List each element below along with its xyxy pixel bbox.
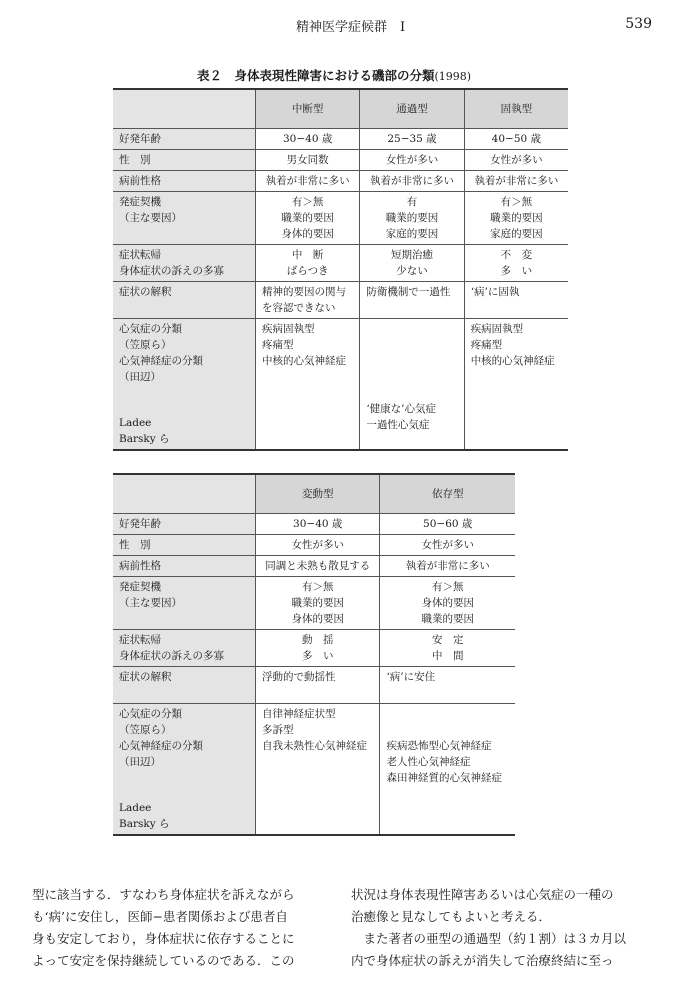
cell-line: 中 断 xyxy=(291,249,324,261)
row-label-line: 身体症状の訴えの多寡 xyxy=(119,265,224,277)
corner-cell xyxy=(113,89,256,129)
cell-line: 職業的要因 xyxy=(385,212,439,224)
table-header-row xyxy=(113,474,515,514)
running-title: 精神医学症候群 I xyxy=(296,20,406,35)
col-header: 通過型 xyxy=(360,89,464,129)
cell-line: 有＞無 xyxy=(500,196,533,208)
table-cell: 浮動的で動揺性 xyxy=(256,667,380,704)
cell-line: 多 い xyxy=(301,650,334,662)
table-cell: ‘病’に安住 xyxy=(380,667,515,704)
row-label: 好発年齢 xyxy=(113,129,256,150)
row-label: 好発年齢 xyxy=(113,514,256,535)
body-line: 治癒像と見なしてもよいと考える． xyxy=(351,909,552,924)
cell-line: 防衛機制で一過性 xyxy=(366,286,451,298)
table-cell: 執着が非常に多い xyxy=(360,171,464,192)
cell-line: 安 定 xyxy=(431,634,464,646)
table-cell: 男女同数 xyxy=(256,150,360,171)
table-cell: 25−35 歳 xyxy=(360,129,464,150)
corner-cell xyxy=(113,474,256,514)
row-label-line: 心気神経症の分類 xyxy=(119,355,203,367)
cell-line: ‘病’に固執 xyxy=(470,286,520,298)
cell-line: 有＞無 xyxy=(431,581,464,593)
body-column-right xyxy=(351,884,643,972)
table-row xyxy=(113,514,515,535)
table-cell xyxy=(256,319,360,451)
table-row xyxy=(113,667,515,704)
body-line: また著者の亜型の通過型（約１割）は３カ月以 xyxy=(363,931,627,946)
row-label-line: （主な要因） xyxy=(119,597,182,609)
cell-line: 身体的要因 xyxy=(281,228,334,240)
table-row xyxy=(113,704,515,836)
table-caption-year: (1998) xyxy=(434,70,472,83)
table-cell: 女性が多い xyxy=(464,150,568,171)
page-number: 539 xyxy=(625,16,652,32)
table-row xyxy=(113,192,568,245)
body-line: よって安定を保持継続しているのである．この xyxy=(32,953,295,968)
row-label: 性 別 xyxy=(113,150,256,171)
table-cell: 女性が多い xyxy=(360,150,464,171)
cell-line: 身体的要因 xyxy=(421,597,474,609)
table-cell xyxy=(464,319,568,451)
table-cell: 女性が多い xyxy=(380,535,515,556)
cell-line: 少ない xyxy=(396,265,428,277)
row-label xyxy=(113,245,256,282)
body-line: 内で身体症状の訴えが消失して治療終結に至っ xyxy=(351,953,614,968)
cell-line: 短期治癒 xyxy=(391,249,434,261)
table-cell: 30−40 歳 xyxy=(256,129,360,150)
cell-line: 有 xyxy=(406,196,418,208)
row-label: 症状の解釈 xyxy=(113,667,256,704)
table-cell xyxy=(380,630,515,667)
row-label xyxy=(113,630,256,667)
table-row xyxy=(113,129,568,150)
cell-line: を容認できない xyxy=(262,302,336,314)
table-cell xyxy=(360,319,464,451)
row-label-line: Ladee xyxy=(119,417,152,429)
row-label-line: 発症契機 xyxy=(119,581,161,593)
row-label: 症状の解釈 xyxy=(113,282,256,319)
table-cell xyxy=(464,245,568,282)
table-cell: 女性が多い xyxy=(256,535,380,556)
cell-line: 家庭的要因 xyxy=(490,228,543,240)
table-caption xyxy=(197,66,471,84)
cell-line: 職業的要因 xyxy=(421,613,474,625)
cell-line: 自我未熟性心気神経症 xyxy=(262,740,367,752)
body-line: も‘病’に安住し，医師−患者関係および患者自 xyxy=(32,909,288,924)
table-row xyxy=(113,535,515,556)
cell-line: 疾病固執型 xyxy=(262,323,315,335)
row-label-line: Barsky ら xyxy=(119,818,170,830)
table-cell: 40−50 歳 xyxy=(464,129,568,150)
cell-line: 疾病恐怖型心気神経症 xyxy=(386,740,492,752)
cell-line: 一過性心気症 xyxy=(366,419,430,431)
row-label: 病前性格 xyxy=(113,556,256,577)
table-cell: 30−40 歳 xyxy=(256,514,380,535)
cell-line: 中核的心気神経症 xyxy=(470,355,555,367)
row-label-line: （笠原ら） xyxy=(119,339,172,351)
table-cell xyxy=(380,704,515,836)
cell-line: 身体的要因 xyxy=(291,613,344,625)
row-label-line: 発症契機 xyxy=(119,196,161,208)
table-cell: 同調と未熟も散見する xyxy=(256,556,380,577)
table-header-row xyxy=(113,89,568,129)
row-label-line: 心気神経症の分類 xyxy=(119,740,203,752)
row-label xyxy=(113,319,256,451)
row-label-line: （笠原ら） xyxy=(119,724,172,736)
table-row xyxy=(113,282,568,319)
cell-line: 動 揺 xyxy=(301,634,334,646)
col-header: 中断型 xyxy=(256,89,360,129)
cell-line: 疼痛型 xyxy=(470,339,503,351)
row-label: 病前性格 xyxy=(113,171,256,192)
table-row xyxy=(113,245,568,282)
table-cell: 執着が非常に多い xyxy=(464,171,568,192)
row-label-line: Ladee xyxy=(119,802,152,814)
cell-line: 中核的心気神経症 xyxy=(262,355,346,367)
body-line: 身も安定しており，身体症状に依存することに xyxy=(32,931,295,946)
table-cell xyxy=(464,192,568,245)
table-cell: 執着が非常に多い xyxy=(256,171,360,192)
table-cell: 50−60 歳 xyxy=(380,514,515,535)
cell-line: 不 変 xyxy=(500,249,533,261)
cell-line: 疼痛型 xyxy=(262,339,294,351)
row-label-line: 心気症の分類 xyxy=(119,708,182,720)
body-line: 状況は身体表現性障害あるいは心気症の一種の xyxy=(351,887,614,902)
table-row xyxy=(113,319,568,451)
table-cell xyxy=(256,577,380,630)
table-caption-label: 表２ 身体表現性障害における磯部の分類 xyxy=(197,68,435,83)
cell-line: ばらつき xyxy=(286,265,329,277)
cell-line: ‘健康な’心気症 xyxy=(366,403,437,415)
cell-line: 有＞無 xyxy=(291,196,324,208)
table-cell xyxy=(256,282,360,319)
row-label xyxy=(113,192,256,245)
row-label-line: 症状転帰 xyxy=(119,634,161,646)
col-header: 変動型 xyxy=(256,474,380,514)
col-header: 固執型 xyxy=(464,89,568,129)
cell-line: 自律神経症状型 xyxy=(262,708,336,720)
table-cell xyxy=(360,192,464,245)
table-cell xyxy=(464,282,568,319)
row-label-line: Barsky ら xyxy=(119,433,170,445)
cell-line: 職業的要因 xyxy=(490,212,543,224)
table-cell xyxy=(256,245,360,282)
table-cell xyxy=(360,245,464,282)
table-cell xyxy=(256,704,380,836)
table-row xyxy=(113,150,568,171)
cell-line: 多 い xyxy=(500,265,533,277)
row-label-line: 身体症状の訴えの多寡 xyxy=(119,650,224,662)
table-cell xyxy=(360,282,464,319)
cell-line: 職業的要因 xyxy=(291,597,344,609)
row-label-line: 心気症の分類 xyxy=(119,323,182,335)
cell-line: 精神的要因の関与 xyxy=(262,286,346,298)
cell-line: 中 間 xyxy=(431,650,464,662)
row-label-line: （主な要因） xyxy=(119,212,182,224)
cell-line: 有＞無 xyxy=(301,581,334,593)
table-cell: 執着が非常に多い xyxy=(380,556,515,577)
cell-line: 疾病固執型 xyxy=(470,323,524,335)
classification-table-a xyxy=(113,88,568,451)
row-label xyxy=(113,577,256,630)
row-label-line: （田辺） xyxy=(119,756,161,768)
table-cell xyxy=(256,192,360,245)
cell-line: 森田神経質的心気神経症 xyxy=(386,772,502,784)
row-label-line: （田辺） xyxy=(119,371,161,383)
cell-line: 多訴型 xyxy=(262,724,294,736)
table-row xyxy=(113,577,515,630)
cell-line: 職業的要因 xyxy=(281,212,334,224)
row-label: 性 別 xyxy=(113,535,256,556)
col-header: 依存型 xyxy=(380,474,515,514)
row-label xyxy=(113,704,256,836)
row-label-line: 症状転帰 xyxy=(119,249,161,261)
cell-line: 老人性心気神経症 xyxy=(386,756,471,768)
table-row xyxy=(113,171,568,192)
body-line: 型に該当する．すなわち身体症状を訴えながら xyxy=(32,887,295,902)
table-cell xyxy=(380,577,515,630)
table-row xyxy=(113,630,515,667)
table-row xyxy=(113,556,515,577)
classification-table-b xyxy=(113,473,515,836)
page-header xyxy=(0,14,700,36)
table-cell xyxy=(256,630,380,667)
cell-line: 家庭的要因 xyxy=(385,228,439,240)
body-column-left xyxy=(32,884,324,972)
